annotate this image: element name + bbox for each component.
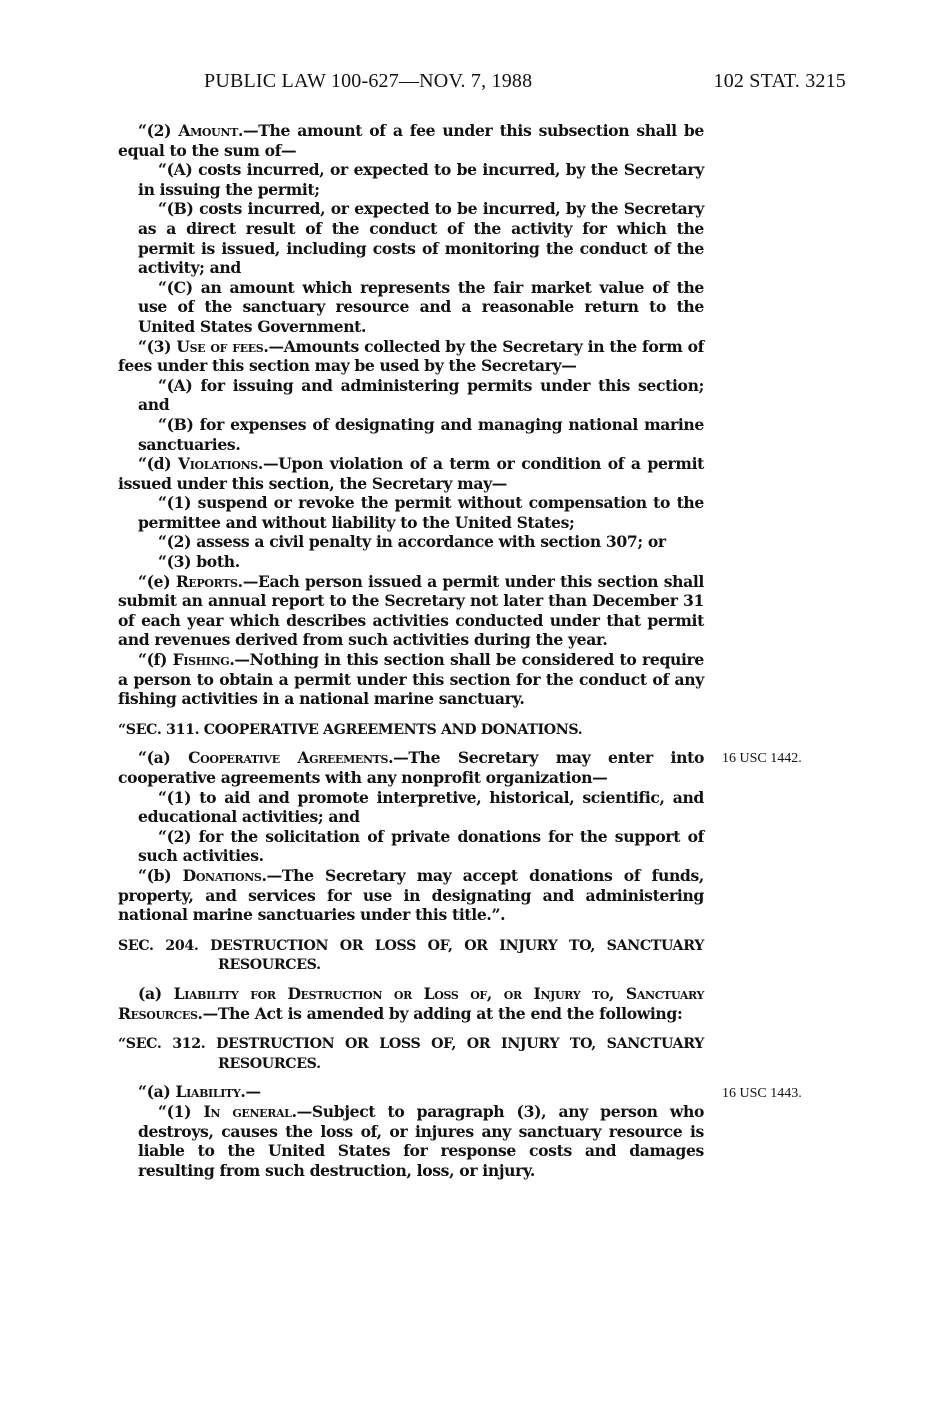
section-heading-312: “SEC. 312. DESTRUCTION OR LOSS OF, OR INJURY TO, SANCTUARY RESOURCES. <box>118 1036 704 1072</box>
margin-note-usc-1442: 16 USC 1442. <box>722 751 802 766</box>
paragraph-liability-in-general: “(1) In general.—Subject to paragraph (3), any person who destroys, causes the loss of, or injures any sanctuary resource is liable to the United States for response costs and damages resulting from such destruction, loss, or injury. <box>138 1101 705 1180</box>
paragraph-cooperative-2: “(2) for the solicitation of private donations for the support of such activities. <box>138 826 704 866</box>
paragraph-use-of-fees-a: “(A) for issuing and administering permits under this section; and <box>138 375 704 415</box>
paragraph-amount-a: “(A) costs incurred, or expected to be incurred, by the Secretary in issuing the permit; <box>138 160 704 199</box>
margin-note-usc-1443: 16 USC 1443. <box>722 1086 802 1101</box>
paragraph-donations: “(b) Donations.—The Secretary may accept donations of funds, property, and services for use in designating and administering national marine sanctuaries under this title.”. <box>118 865 704 925</box>
paragraph-use-of-fees: “(3) Use of fees.—Amounts collected by the Secretary in the form of fees under this section may be used by the Secretary— <box>118 336 704 376</box>
paragraph-violations: “(d) Violations.—Upon violation of a term or condition of a permit issued under this section, the Secretary may— <box>118 454 704 493</box>
paragraph-liability: “(a) Liability.— <box>138 1082 261 1102</box>
paragraph-violations-1: “(1) suspend or revoke the permit without compensation to the permittee and without liability to the United States; <box>138 493 704 532</box>
running-header-page-number: 102 STAT. 3215 <box>713 70 846 92</box>
running-header-title: PUBLIC LAW 100-627—NOV. 7, 1988 <box>204 70 533 92</box>
section-heading-204: SEC. 204. DESTRUCTION OR LOSS OF, OR INJURY TO, SANCTUARY RESOURCES. <box>118 937 704 974</box>
section-heading-311: “SEC. 311. COOPERATIVE AGREEMENTS AND DONATIONS. <box>118 721 583 738</box>
paragraph-fishing: “(f) Fishing.—Nothing in this section shall be considered to require a person to obtain a permit under this section for the conduct of any fishing activities in a national marine sanctuary. <box>118 650 704 709</box>
paragraph-amount-b: “(B) costs incurred, or expected to be incurred, by the Secretary as a direct result of the conduct of the activity for which the permit is issued, including costs of monitoring the conduct of the activity; and <box>138 199 704 278</box>
paragraph-cooperative-agreements: “(a) Cooperative Agreements.—The Secretary may enter into cooperative agreements with any nonprofit organization— <box>118 748 704 787</box>
paragraph-reports: “(e) Reports.—Each person issued a permit under this section shall submit an annual report to the Secretary not later than December 31 of each year which describes activities conducted under that permit and revenues derived from such activities during the year. <box>118 571 705 650</box>
paragraph-amount-c: “(C) an amount which represents the fair market value of the use of the sanctuary resource and a reasonable return to the United States Government. <box>138 277 704 336</box>
paragraph-cooperative-1: “(1) to aid and promote interpretive, historical, scientific, and educational activities; and <box>138 787 704 827</box>
paragraph-amount: “(2) Amount.—The amount of a fee under this subsection shall be equal to the sum of— <box>118 121 704 160</box>
paragraph-violations-3: “(3) both. <box>158 552 240 572</box>
paragraph-violations-2: “(2) assess a civil penalty in accordance with section 307; or <box>158 532 666 552</box>
paragraph-use-of-fees-b: “(B) for expenses of designating and managing national marine sanctuaries. <box>138 414 704 454</box>
paragraph-liability-amendment: (a) Liability for Destruction or Loss of, or Injury to, Sanctuary Resources.—The Act is amended by adding at the end the following: <box>118 983 704 1023</box>
statute-body <box>118 121 704 1180</box>
